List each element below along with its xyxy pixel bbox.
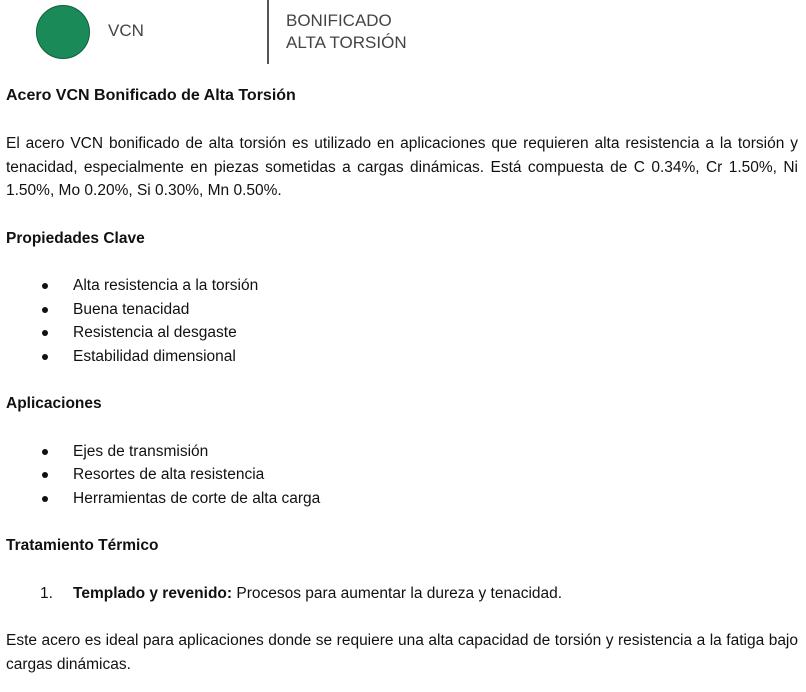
list-item xyxy=(6,463,798,487)
bullet-icon xyxy=(42,354,48,360)
applications-list xyxy=(6,440,798,511)
list-number: 1. xyxy=(40,584,53,602)
brand-description xyxy=(286,10,407,54)
brand-code: VCN xyxy=(108,21,144,40)
properties-heading: Propiedades Clave xyxy=(6,229,145,247)
list-item-text: Alta resistencia a la torsión xyxy=(73,277,259,294)
bullet-icon xyxy=(42,283,48,289)
brand-desc-line-2: ALTA TORSIÓN xyxy=(286,33,407,52)
bullet-icon xyxy=(42,472,48,478)
list-item xyxy=(6,274,798,298)
list-item xyxy=(6,345,798,369)
brand-desc-line-1: BONIFICADO xyxy=(286,11,392,30)
bullet-icon xyxy=(42,307,48,313)
properties-list xyxy=(6,274,798,368)
header-divider xyxy=(267,0,269,64)
document-header xyxy=(0,0,806,66)
list-item-text: Buena tenacidad xyxy=(73,300,190,318)
list-item xyxy=(6,298,798,322)
logo-circle-icon xyxy=(36,5,90,59)
closing-paragraph: Este acero es ideal para aplicaciones donde se requiere una alta capacidad de torsión y resistencia a la fatiga bajo cargas dinámicas. xyxy=(6,632,798,673)
bullet-icon xyxy=(42,496,48,502)
list-item-text: Resortes de alta resistencia xyxy=(73,466,265,483)
list-item-text: Resistencia al desgaste xyxy=(73,324,237,341)
bullet-icon xyxy=(42,330,48,336)
applications-heading: Aplicaciones xyxy=(6,395,102,412)
list-item-text: Herramientas de corte de alta carga xyxy=(73,489,321,507)
list-item xyxy=(6,582,798,606)
treatment-term: Templado y revenido: xyxy=(73,584,233,602)
list-item xyxy=(6,440,798,464)
list-item-text: Estabilidad dimensional xyxy=(73,347,236,365)
list-item-text: Ejes de transmisión xyxy=(73,442,209,460)
intro-paragraph: El acero VCN bonificado de alta torsión es utilizado en aplicaciones que requieren alta resistencia a la torsión y tenacidad, especialmente en piezas sometidas a cargas dinámicas. Está compuesta de C 0.34%, Cr 1.50%, Ni 1.50%, Mo 0.20%, Si 0.30%, Mn 0.50%. xyxy=(6,135,798,199)
list-item xyxy=(6,321,798,345)
heat-treatment-heading: Tratamiento Térmico xyxy=(6,537,159,554)
bullet-icon xyxy=(42,449,48,455)
list-item xyxy=(6,487,798,511)
treatment-description: Procesos para aumentar la dureza y tenacidad. xyxy=(232,584,563,602)
document-title: Acero VCN Bonificado de Alta Torsión xyxy=(6,87,296,104)
document-body xyxy=(6,84,798,676)
heat-treatment-list xyxy=(6,582,798,606)
